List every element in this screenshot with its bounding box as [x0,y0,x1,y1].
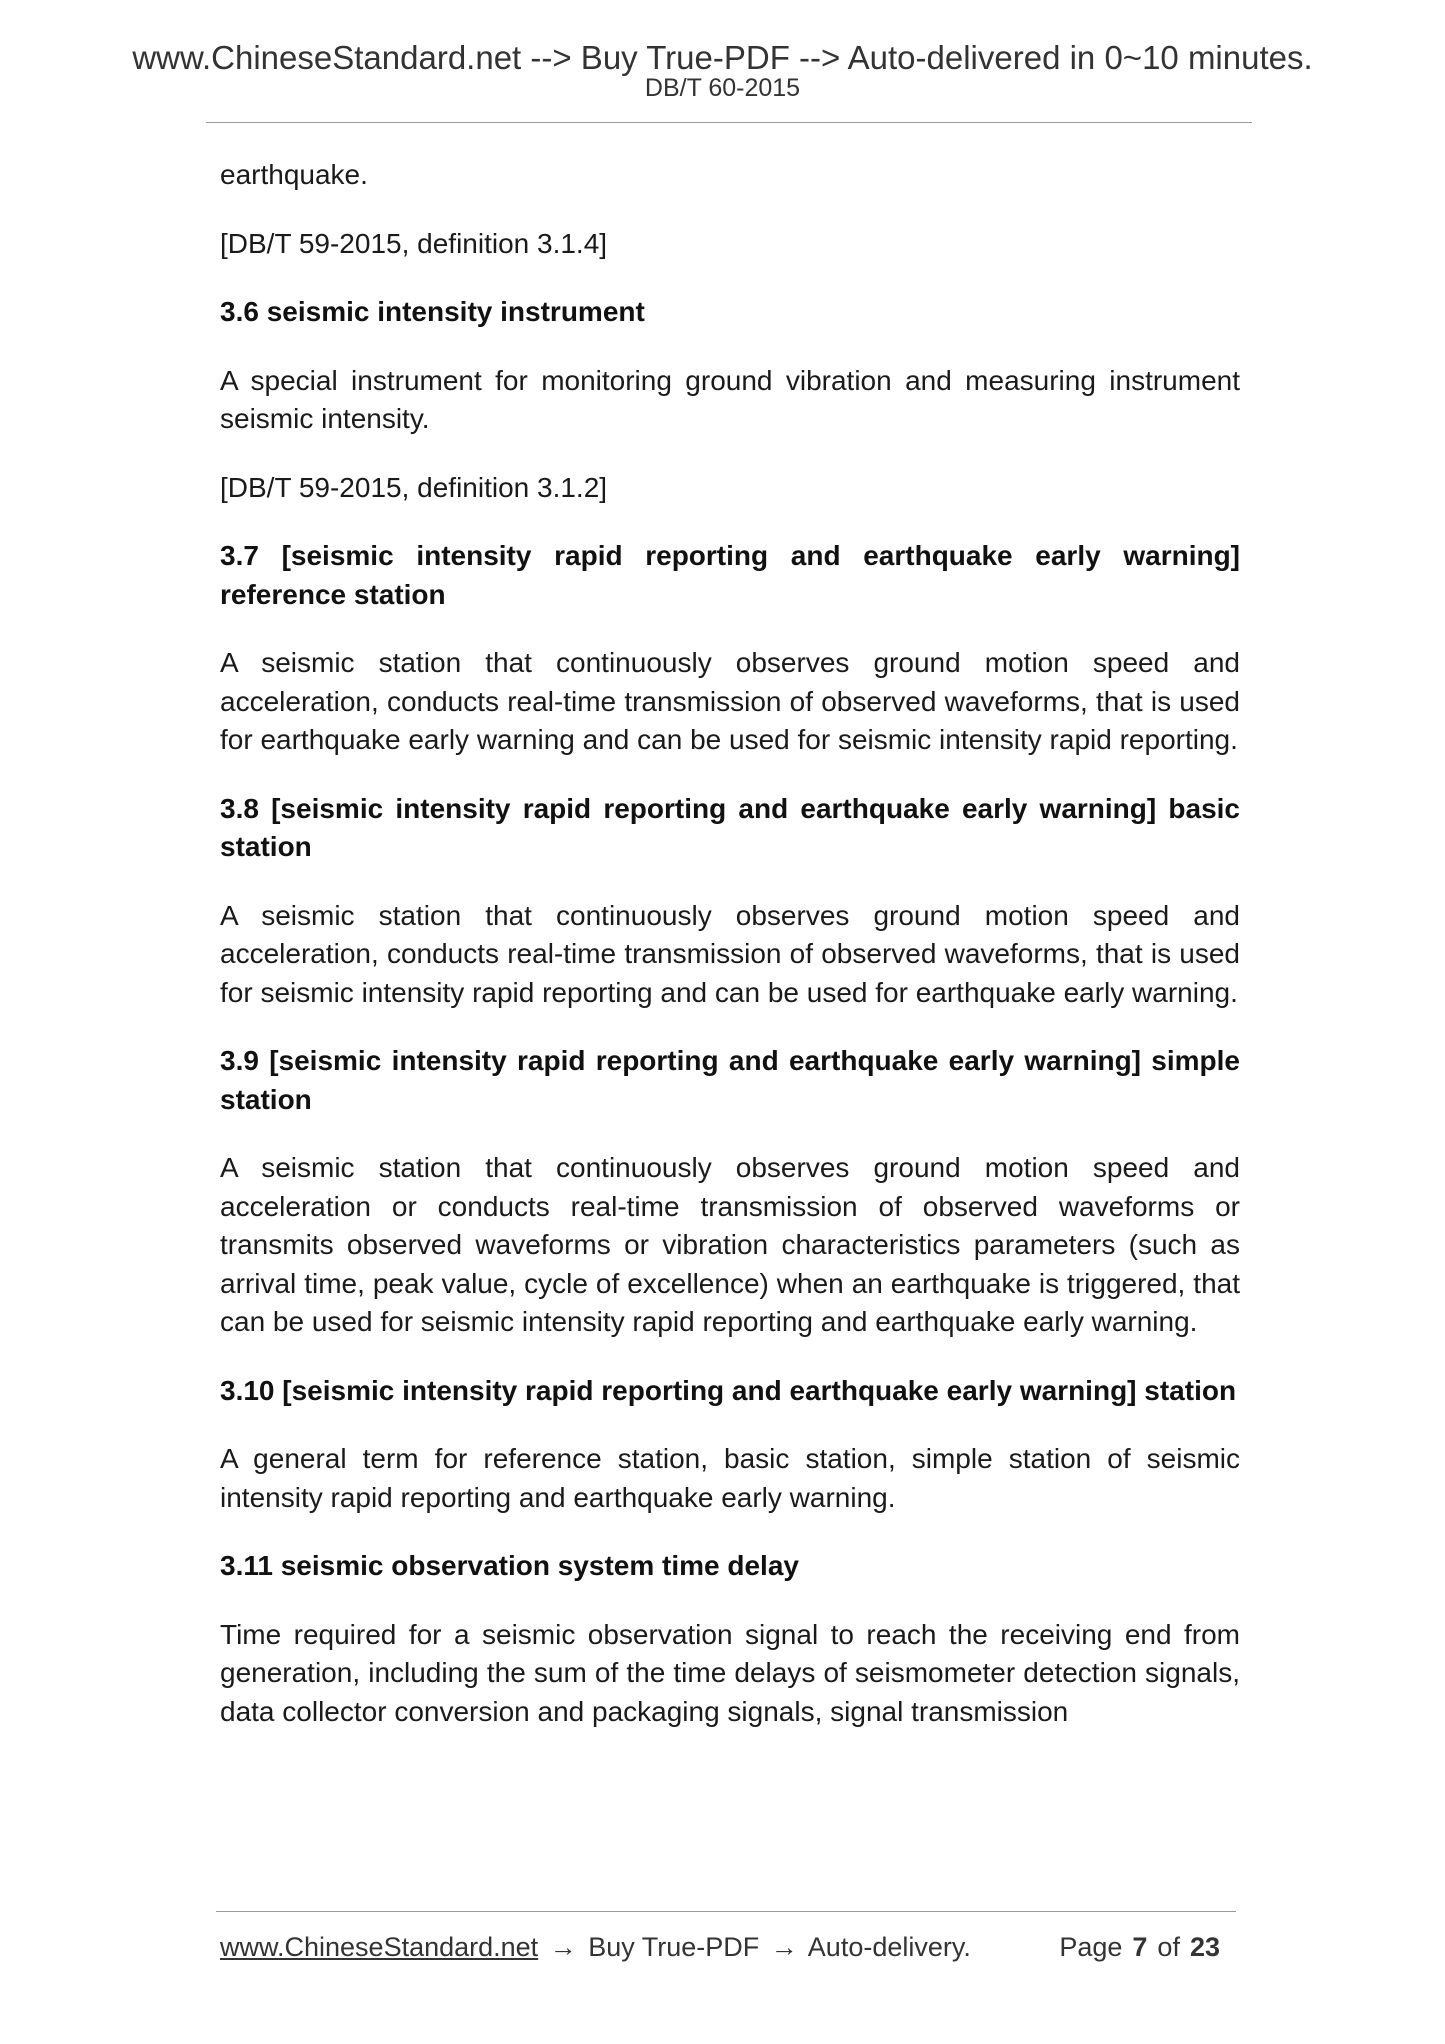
footer-site-link[interactable]: www.ChineseStandard.net [220,1932,539,1962]
definition-3-11: Time required for a seismic observation signal to reach the receiving end from generation, including the sum of the time delays of seismometer detection signals, data collector conversion and packaging signals, signal transmission [220,1618,1240,1727]
reference-definition-3-1-4: [DB/T 59-2015, definition 3.1.4] [220,227,608,259]
top-banner: www.ChineseStandard.net --> Buy True-PDF --> Auto-delivered in 0~10 minutes. [132,39,1313,76]
definition-3-10: A general term for reference station, basic station, simple station of seismic intensity rapid reporting and earthquake early warning. [220,1443,1240,1513]
definition-3-6: A special instrument for monitoring ground vibration and measuring instrument seismic intensity. [220,364,1240,434]
heading-3-7: 3.7 [seismic intensity rapid reporting and earthquake early warning] reference station [220,540,1240,610]
definition-3-7: A seismic station that continuously observes ground motion speed and acceleration, conducts real-time transmission of observed waveforms, that is used for earthquake early warning and can be used for seismic intensity rapid reporting. [220,647,1240,755]
heading-3-8: 3.8 [seismic intensity rapid reporting and earthquake early warning] basic station [220,792,1240,862]
page-label: Page [1059,1932,1123,1962]
footer-divider [216,1911,1236,1912]
heading-3-6: 3.6 seismic intensity instrument [220,296,645,327]
arrow-right-icon: → [770,1932,798,1962]
header-divider [206,122,1252,123]
current-page-number: 7 [1132,1932,1148,1962]
heading-3-10: 3.10 [seismic intensity rapid reporting and earthquake early warning] station [220,1374,1237,1406]
page-indicator [1059,1930,1230,1964]
definition-3-8: A seismic station that continuously observes ground motion speed and acceleration, conducts real-time transmission of observed waveforms, that is used for seismic intensity rapid reporting and can be used for earthquake early warning. [220,899,1240,1008]
heading-3-11: 3.11 seismic observation system time delay [220,1550,799,1581]
heading-3-9: 3.9 [seismic intensity rapid reporting and earthquake early warning] simple station [220,1045,1240,1115]
arrow-right-icon: → [549,1932,577,1962]
footer-delivery-text: Auto-delivery. [807,1932,971,1962]
document-code: DB/T 60-2015 [644,74,801,102]
paragraph-continuation: earthquake. [220,159,368,190]
footer-promo [220,1930,971,1964]
total-page-number: 23 [1189,1932,1220,1962]
page-content [220,156,1240,1761]
definition-3-9: A seismic station that continuously observes ground motion speed and acceleration or conducts real-time transmission of observed waveforms or transmits observed waveforms or vibration characteristics parameters (such as arrival time, peak value, cycle of excellence) when an earthquake is triggered, that can be used for seismic intensity rapid reporting and earthquake early warning. [220,1152,1240,1337]
reference-definition-3-1-2: [DB/T 59-2015, definition 3.1.2] [220,471,608,503]
of-label: of [1157,1932,1180,1962]
footer-buy-text: Buy True-PDF [588,1932,760,1962]
